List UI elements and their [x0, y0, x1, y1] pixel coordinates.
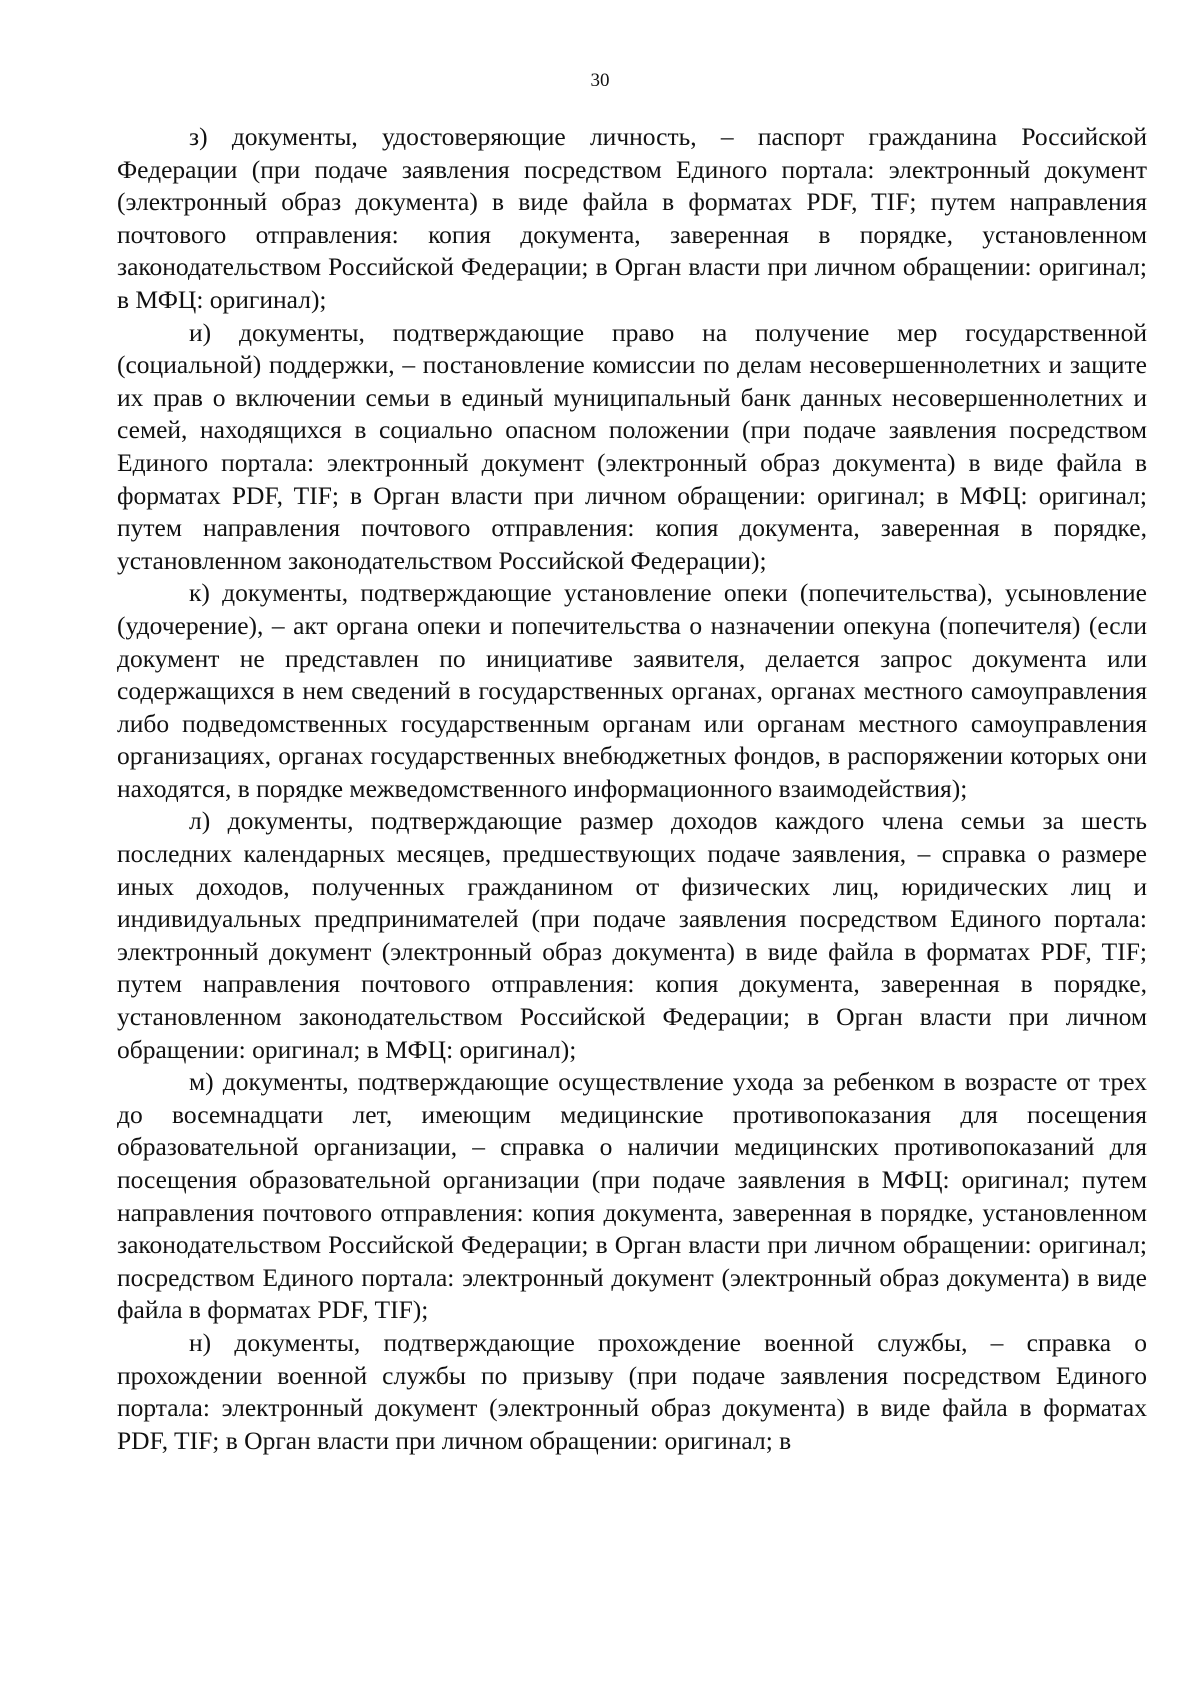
paragraph-n: н) документы, подтверждающие прохождение военной службы, – справка о прохождении военной службы по призыву (при подаче заявления посредством Единого портала: электронный документ (электронный образ документа) в виде файла в форматах PDF, TIF; в Орган власти при личном обращении: оригинал; в	[117, 1327, 1147, 1455]
document-body	[117, 121, 1147, 1457]
paragraph-l: л) документы, подтверждающие размер доходов каждого члена семьи за шесть последних календарных месяцев, предшествующих подаче заявления, – справка о размере иных доходов, полученных гражданином от физических лиц, юридических лиц и индивидуальных предпринимателей (при подаче заявления посредством Единого портала: электронный документ (электронный образ документа) в виде файла в форматах PDF, TIF; путем направления почтового отправления: копия документа, заверенная в порядке, установленном законодательством Российской Федерации; в Орган власти при личном обращении: оригинал; в МФЦ: оригинал);	[117, 806, 1147, 1064]
paragraph-i: и) документы, подтверждающие право на получение мер государственной (социальной) поддержки, – постановление комиссии по делам несовершеннолетних и защите их прав о включении семьи в единый муниципальный банк данных несовершеннолетних и семей, находящихся в социально опасном положении (при подаче заявления посредством Единого портала: электронный документ (электронный образ документа) в виде файла в форматах PDF, TIF; в Орган власти при личном обращении: оригинал; в МФЦ: оригинал; путем направления почтового отправления: копия документа, заверенная в порядке, установленном законодательством Российской Федерации);	[117, 317, 1147, 575]
paragraph-k: к) документы, подтверждающие установление опеки (попечительства), усыновление (удочерение), – акт органа опеки и попечительства о назначении опекуна (попечителя) (если документ не представлен по инициативе заявителя, делается запрос документа или содержащихся в нем сведений в государственных органах, органах местного самоуправления либо подведомственных государственным органам или органам местного самоуправления организациях, органах государственных внебюджетных фондов, в распоряжении которых они находятся, в порядке межведомственного информационного взаимодействия);	[117, 578, 1147, 803]
page-number: 30	[590, 70, 610, 91]
paragraph-m: м) документы, подтверждающие осуществление ухода за ребенком в возрасте от трех до восемнадцати лет, имеющим медицинские противопоказания для посещения образовательной организации, – справка о наличии медицинских противопоказаний для посещения образовательной организации (при подаче заявления в МФЦ: оригинал; путем направления почтового отправления: копия документа, заверенная в порядке, установленном законодательством Российской Федерации; в Орган власти при личном обращении: оригинал; посредством Единого портала: электронный документ (электронный образ документа) в виде файла в форматах PDF, TIF);	[117, 1067, 1147, 1325]
paragraph-z: з) документы, удостоверяющие личность, – паспорт гражданина Российской Федерации (при подаче заявления посредством Единого портала: электронный документ (электронный образ документа) в виде файла в форматах PDF, TIF; путем направления почтового отправления: копия документа, заверенная в порядке, установленном законодательством Российской Федерации; в Орган власти при личном обращении: оригинал; в МФЦ: оригинал);	[117, 122, 1147, 314]
